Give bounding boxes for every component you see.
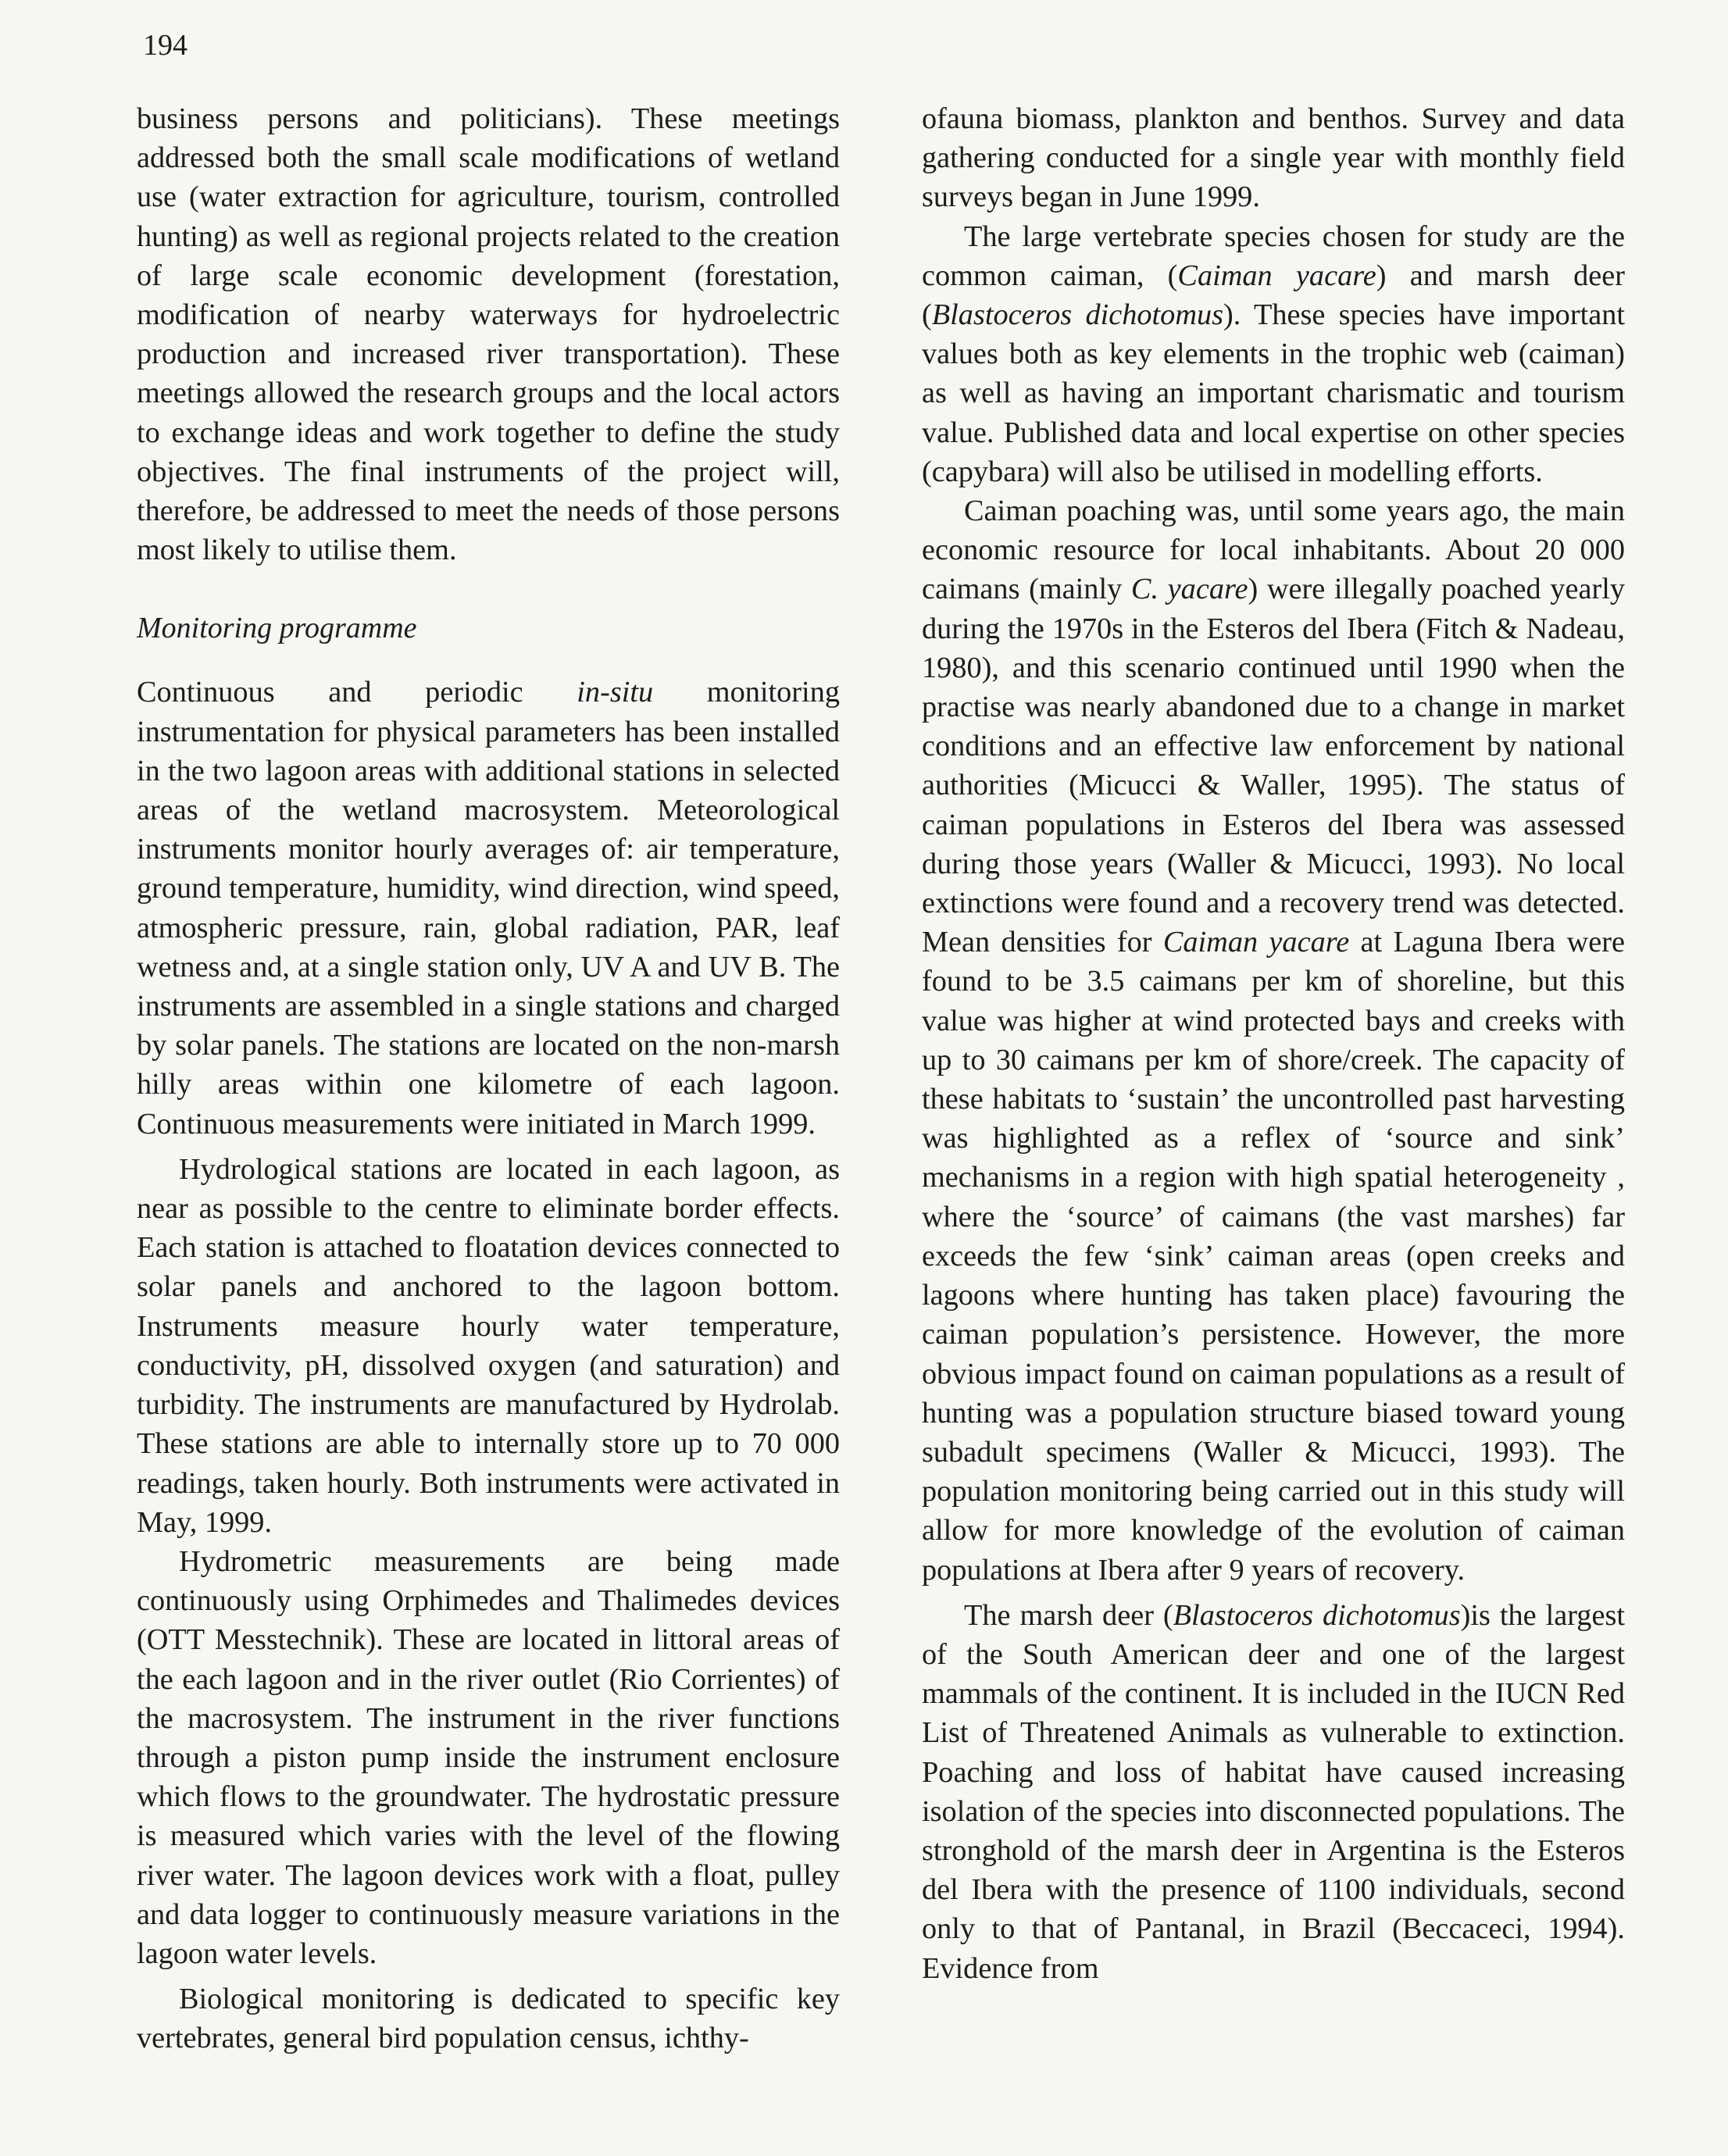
text-span: Continuous and periodic [137,676,577,709]
paragraph: business persons and politicians). These meetings addressed both the small scale modifications of wetland use (water extraction for agriculture, tourism, controlled hunting) as well as regional projects related to the creation of large scale economic development (forestation, modification of nearby waterways for hydroelectric production and increased river transportation). These meetings allowed the research groups and the local actors to exchange ideas and work together to define the study objectives. The final instruments of the project will, therefore, be addressed to meet the needs of those persons most likely to utilise them. [137,102,840,567]
species-name: Blastoceros dichotomus [931,298,1224,332]
paragraph [137,673,840,1143]
italic-term: in-situ [577,676,654,709]
species-name: Caiman yacare [1162,926,1350,959]
paragraph: Biological monitoring is dedicated to specific key vertebrates, general bird population census, ichthy- [137,1983,840,2055]
species-name: Blastoceros dichotomus [1173,1598,1461,1632]
text-span: monitoring instrumentation for physical parameters has been installed in the two lagoon areas with additional stations in selected areas of the wetland macrosystem. Meteorological instruments monitor hourly averages of: air temperature, ground temperature, humidity, wind direction, wind speed, atmospheric pressure, rain, global radiation, PAR, leaf wetness and, at a single station only, UV A and UV B. The instruments are assembled in a single stations and charged by solar panels. The stations are located on the non-marsh hilly areas within one kilometre of each lagoon. Continuous measurements were initiated in March 1999. [137,676,840,1140]
species-name: C. yacare [1130,573,1248,606]
paragraph: Hydrological stations are located in each lagoon, as near as possible to the centre to eliminate border effects. Each station is attached to floatation devices connected to solar panels and anchored to the lagoon bottom. Instruments measure hourly water temperature, conductivity, pH, dissolved oxygen (and saturation) and turbidity. The instruments are manufactured by Hydrolab. These stations are able to internally store up to 70 000 readings, taken hourly. Both instruments were activated in May, 1999. [137,1152,840,1539]
text-span: The large vertebrate species chosen for study are the common caiman, ( [922,220,1625,292]
text-span: ). These species have important values both as key elements in the trophic web (caiman) as well as having an important charismatic and tourism value. Published data and local expertise on other species (capybara) will also be utilised in modelling efforts. [922,298,1625,488]
left-column [137,99,840,2058]
text-span: at Laguna Ibera were found to be 3.5 caimans per km of shoreline, but this value was higher at wind protected bays and creeks with up to 30 caimans per km of shore/creek. The capacity of these habitats to ‘sustain’ the uncontrolled past harvesting was highlighted as a reflex of ‘source and sink’ mechanisms in a region with high spatial heterogeneity , where the ‘source’ of caimans (the vast marshes) far exceeds the few ‘sink’ caiman areas (open creeks and lagoons where hunting has taken place) favouring the caiman population’s persistence. However, the more obvious impact found on caiman populations as a result of hunting was a population structure biased toward young subadult specimens (Waller & Micucci, 1993). The population monitoring being carried out in this study will allow for more knowledge of the evolution of caiman populations at Ibera after 9 years of recovery. [922,926,1625,1587]
text-span: ) and marsh deer ( [922,259,1625,332]
paragraph [922,1596,1625,1988]
text-span: ) were illegally poached yearly during the 1970s in the Esteros del Ibera (Fitch & Nadeau, 1980), and this scenario continued until 1990 when the practise was nearly abandoned due to a change in market conditions and an effective law enforcement by national authorities (Micucci & Waller, 1995). The status of caiman populations in Esteros del Ibera was assessed during those years (Waller & Micucci, 1993). No local extinctions were found and a recovery trend was detected. Mean densities for [922,573,1625,959]
paragraph: Hydrometric measurements are being made continuously using Orphimedes and Thalimedes devices (OTT Messtechnik). These are located in littoral areas of the each lagoon and in the river outlet (Rio Corrientes) of the macrosystem. The instrument in the river functions through a piston pump inside the instrument enclosure which flows to the groundwater. The hydrostatic pressure is measured which varies with the level of the flowing river water. The lagoon devices work with a float, pulley and data logger to continuously measure variations in the lagoon water levels. [137,1544,840,1970]
section-heading: Monitoring programme [137,612,417,645]
paragraph [922,491,1625,1590]
text-span: The marsh deer ( [964,1598,1173,1632]
text-span: )is the largest of the South American deer and one of the largest mammals of the continent. It is included in the IUCN Red List of Threatened Animals as vulnerable to extinction. Poaching and loss of habitat have caused increasing isolation of the species into disconnected populations. The stronghold of the marsh deer in Argentina is the Esteros del Ibera with the presence of 1100 individuals, second only to that of Pantanal, in Brazil (Beccaceci, 1994). Evidence from [922,1598,1625,1985]
page-number: 194 [143,29,187,62]
right-column [922,99,1625,1988]
text-span: Caiman poaching was, until some years ago, the main economic resource for local inhabitants. About 20 000 caimans (mainly [922,494,1625,606]
paragraph [922,217,1625,491]
paragraph: ofauna biomass, plankton and benthos. Survey and data gathering conducted for a single year with monthly field surveys began in June 1999. [922,102,1625,214]
species-name: Caiman yacare [1177,259,1376,292]
